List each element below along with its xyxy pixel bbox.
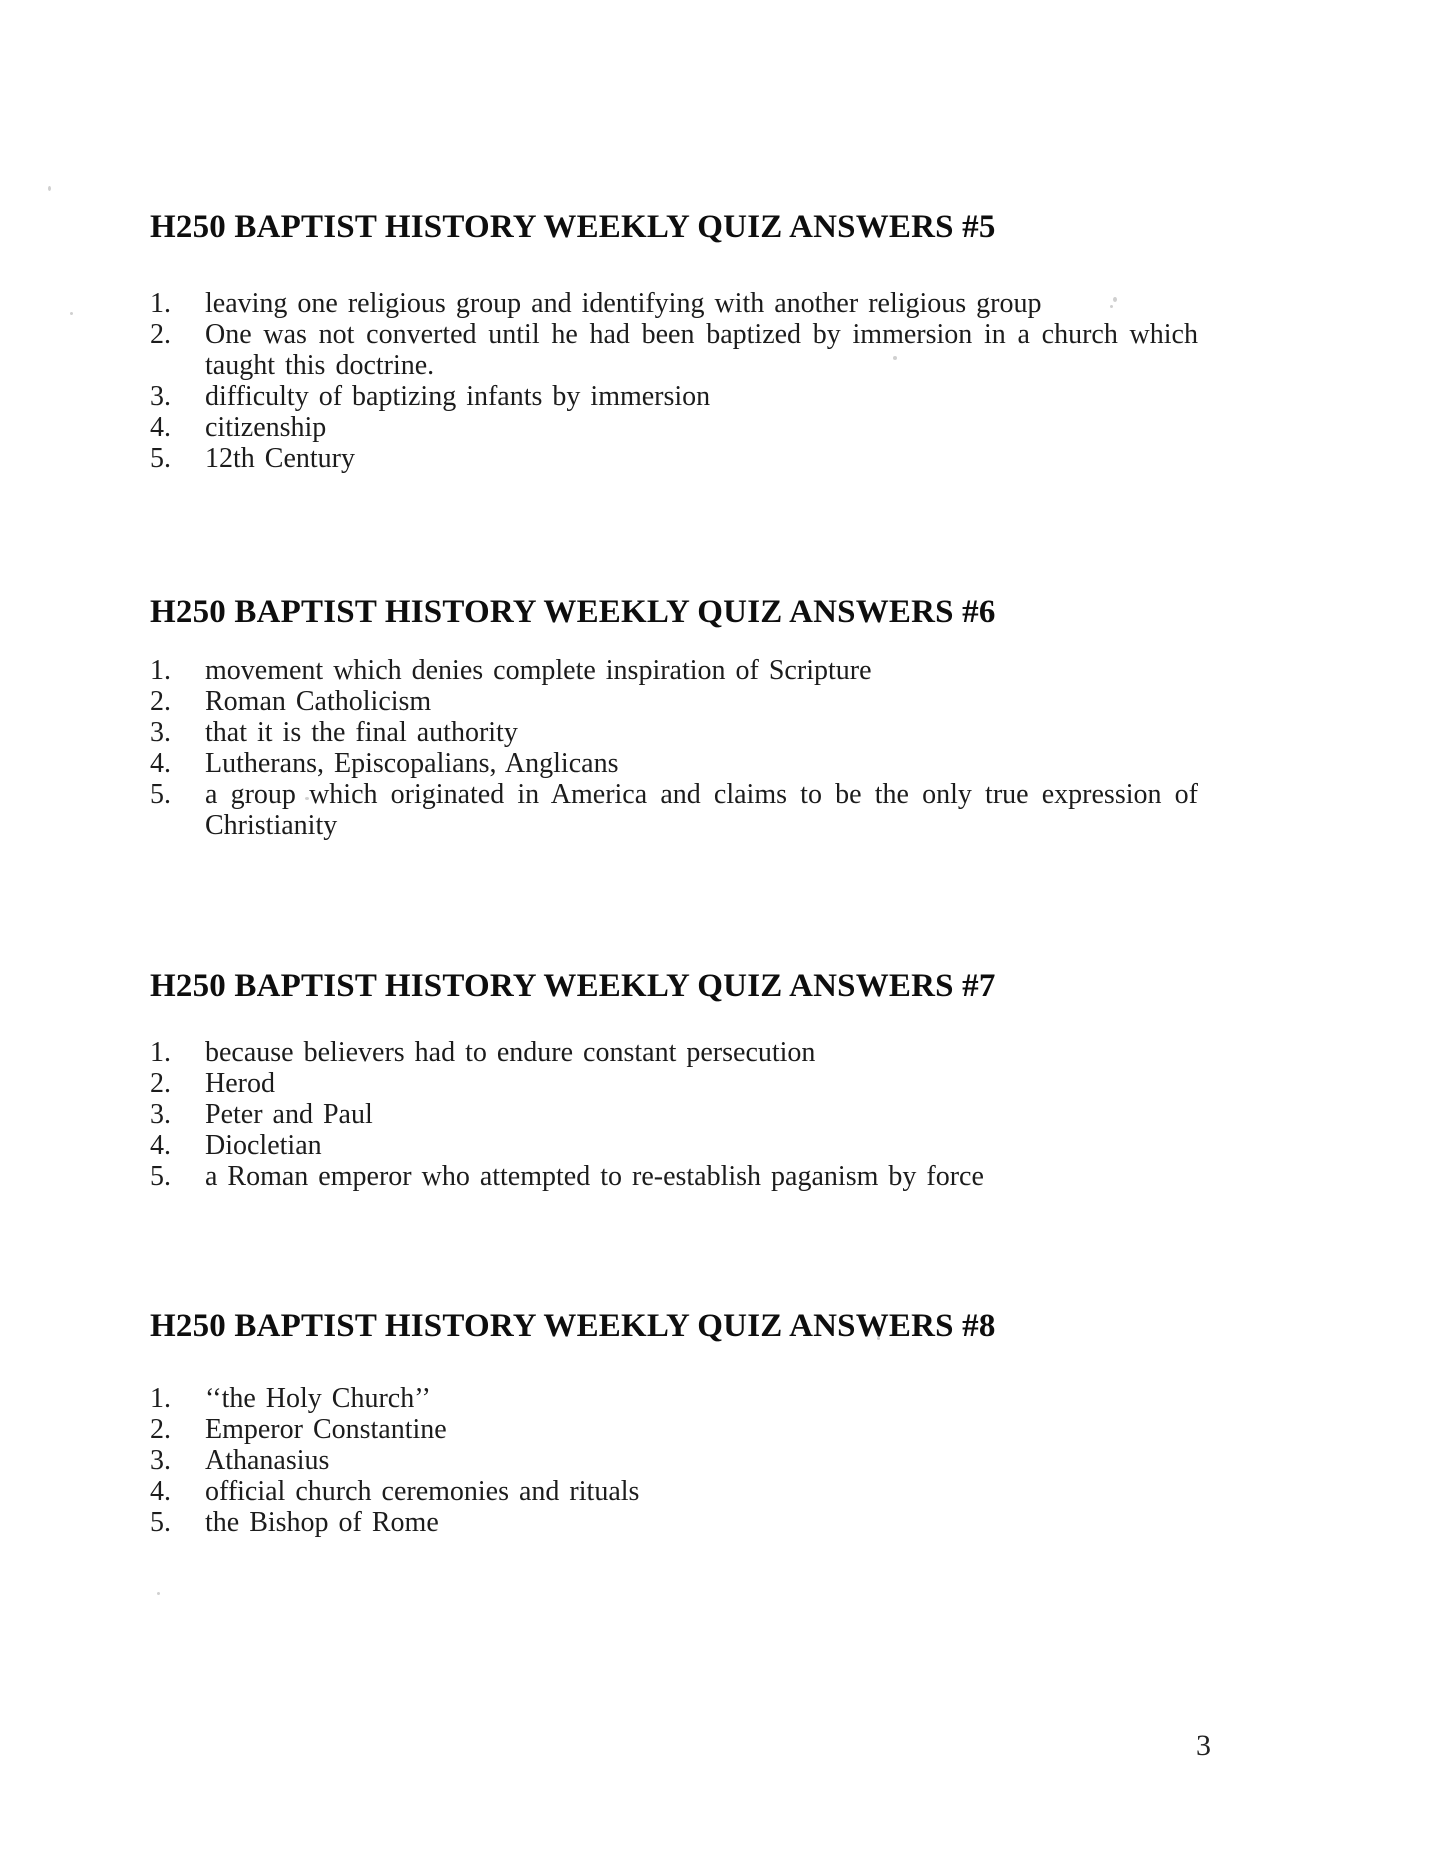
answer-list	[150, 288, 1198, 474]
answer-item	[150, 1414, 1198, 1445]
section-title: H250 BAPTIST HISTORY WEEKLY QUIZ ANSWERS #8	[150, 1308, 996, 1344]
answer-number: 3.	[150, 381, 171, 412]
answer-text: ‘‘the Holy Church’’	[205, 1383, 431, 1414]
answer-item	[150, 381, 1198, 412]
answer-item	[150, 686, 1198, 717]
section-title: H250 BAPTIST HISTORY WEEKLY QUIZ ANSWERS #7	[150, 968, 996, 1004]
answer-item	[150, 779, 1198, 841]
answer-item	[150, 1099, 1198, 1130]
answer-item	[150, 1161, 1198, 1192]
answer-item	[150, 1068, 1198, 1099]
answer-text: Herod	[205, 1068, 275, 1099]
quiz-section-5	[150, 207, 1198, 474]
answer-text: a group which originated in America and claims to be the only true expression of Christianity	[205, 779, 1198, 841]
answer-item	[150, 717, 1198, 748]
answer-item	[150, 1130, 1198, 1161]
quiz-section-6	[150, 592, 1198, 841]
answer-number: 2.	[150, 686, 171, 717]
answer-text: Athanasius	[205, 1445, 330, 1476]
answer-text: difficulty of baptizing infants by immersion	[205, 381, 711, 412]
answer-number: 3.	[150, 1445, 171, 1476]
document-content	[150, 0, 1198, 1538]
scan-speck	[1110, 305, 1113, 308]
answer-number: 3.	[150, 717, 171, 748]
answer-number: 5.	[150, 443, 171, 474]
answer-item	[150, 1383, 1198, 1414]
answer-number: 1.	[150, 288, 171, 319]
answer-text: movement which denies complete inspiration of Scripture	[205, 655, 872, 686]
answer-item	[150, 412, 1198, 443]
answer-text: citizenship	[205, 412, 327, 443]
answer-number: 5.	[150, 1161, 171, 1192]
answer-list	[150, 655, 1198, 841]
answer-text: Lutherans, Episcopalians, Anglicans	[205, 748, 619, 779]
answer-text: One was not converted until he had been baptized by immersion in a church which taught this doctrine.	[205, 319, 1198, 381]
answer-number: 5.	[150, 1507, 171, 1538]
answer-number: 4.	[150, 1476, 171, 1507]
section-title: H250 BAPTIST HISTORY WEEKLY QUIZ ANSWERS #6	[150, 594, 996, 630]
scan-speck	[157, 1592, 160, 1595]
answer-number: 2.	[150, 1068, 171, 1099]
answer-list	[150, 1383, 1198, 1538]
answer-item	[150, 288, 1198, 319]
scan-speck	[877, 1337, 880, 1340]
answer-text: official church ceremonies and rituals	[205, 1476, 640, 1507]
answer-text: 12th Century	[205, 443, 355, 474]
answer-number: 1.	[150, 1037, 171, 1068]
answer-number: 5.	[150, 779, 171, 810]
quiz-section-8	[150, 1306, 1198, 1538]
answer-text: a Roman emperor who attempted to re-establish paganism by force	[205, 1161, 984, 1192]
answer-item	[150, 443, 1198, 474]
answer-item	[150, 655, 1198, 686]
answer-text: leaving one religious group and identifying with another religious group	[205, 288, 1042, 319]
answer-number: 4.	[150, 412, 171, 443]
answer-item	[150, 1037, 1198, 1068]
answer-text: Diocletian	[205, 1130, 322, 1161]
answer-number: 3.	[150, 1099, 171, 1130]
section-title: H250 BAPTIST HISTORY WEEKLY QUIZ ANSWERS #5	[150, 209, 996, 245]
scan-speck	[893, 356, 897, 360]
scan-speck	[70, 312, 73, 315]
answer-number: 1.	[150, 655, 171, 686]
answer-item	[150, 748, 1198, 779]
answer-text: Emperor Constantine	[205, 1414, 447, 1445]
answer-text: that it is the final authority	[205, 717, 518, 748]
answer-number: 2.	[150, 1414, 171, 1445]
page-number: 3	[1196, 1729, 1211, 1762]
answer-item	[150, 319, 1198, 381]
scan-speck	[48, 186, 51, 191]
scan-speck	[1113, 297, 1117, 302]
quiz-section-7	[150, 966, 1198, 1192]
answer-text: the Bishop of Rome	[205, 1507, 439, 1538]
answer-number: 1.	[150, 1383, 171, 1414]
answer-text: Roman Catholicism	[205, 686, 432, 717]
answer-item	[150, 1476, 1198, 1507]
answer-text: because believers had to endure constant persecution	[205, 1037, 816, 1068]
answer-item	[150, 1507, 1198, 1538]
scan-speck	[305, 797, 309, 800]
answer-text: Peter and Paul	[205, 1099, 373, 1130]
answer-number: 4.	[150, 1130, 171, 1161]
answer-list	[150, 1037, 1198, 1192]
answer-item	[150, 1445, 1198, 1476]
answer-number: 2.	[150, 319, 171, 350]
answer-number: 4.	[150, 748, 171, 779]
